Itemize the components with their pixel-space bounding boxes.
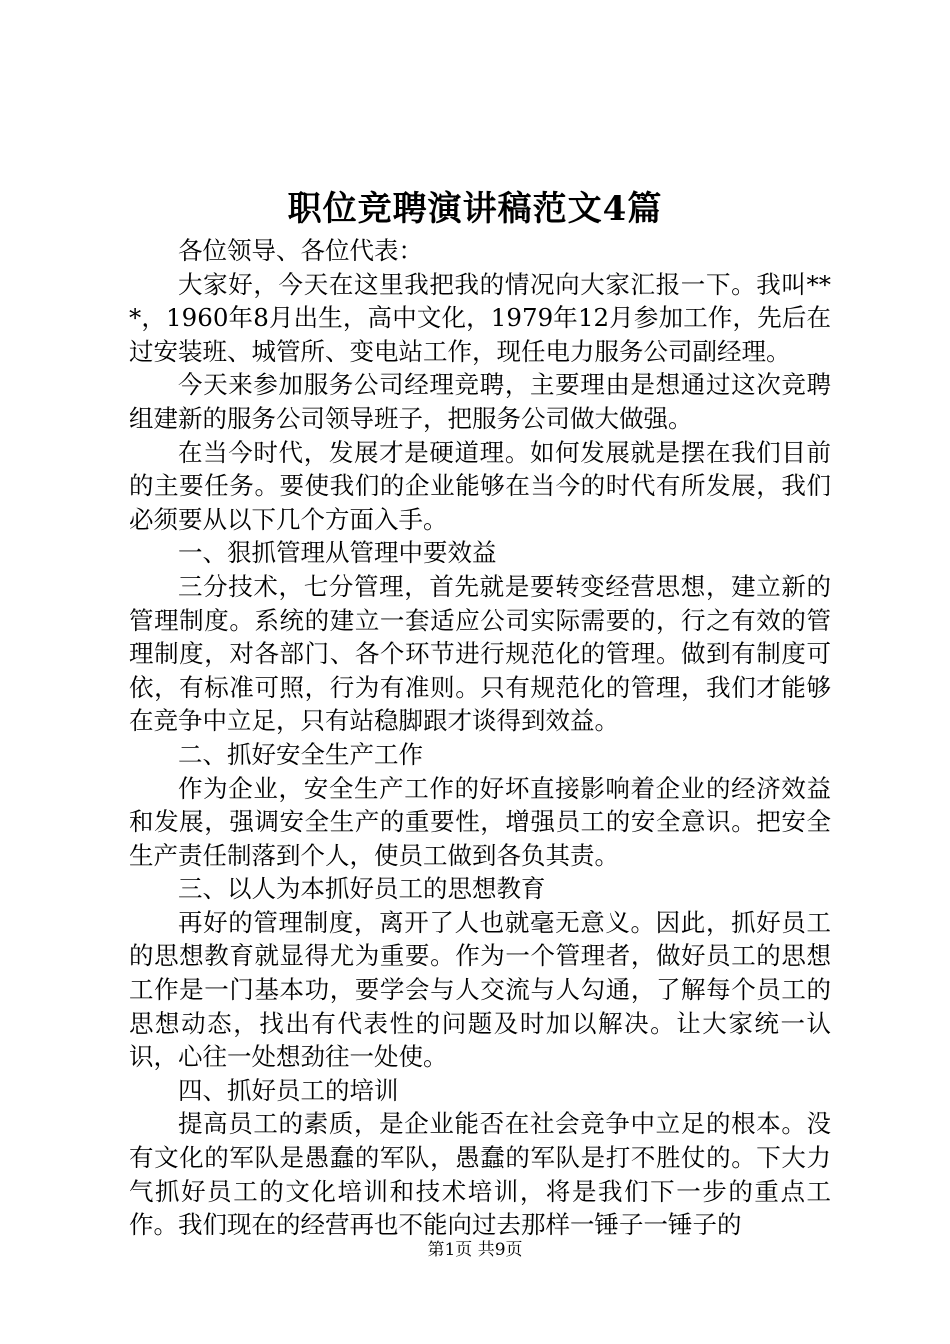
body-paragraph: 大家好，今天在这里我把我的情况向大家汇报一下。我叫***，1960年8月出生，高中文化，1979年12月参加工作，先后在过安装班、城管所、变电站工作，现任电力服务公司副经理。 — [129, 269, 831, 366]
body-paragraph: 作为企业，安全生产工作的好坏直接影响着企业的经济效益和发展，强调安全生产的重要性，增强员工的安全意识。把安全生产责任制落到个人，使员工做到各负其责。 — [129, 773, 831, 870]
section-heading: 一、狠抓管理从管理中要效益 — [178, 538, 497, 568]
body-paragraph: 再好的管理制度，离开了人也就毫无意义。因此，抓好员工的思想教育就显得尤为重要。作为一个管理者，做好员工的思想工作是一门基本功，要学会与人交流与人勾通，了解每个员工的思想动态，找出有代表性的问题及时加以解决。让大家统一认识，心往一处想劲往一处使。 — [129, 907, 831, 1072]
document-body — [129, 234, 831, 1242]
body-paragraph: 在当今时代，发展才是硬道理。如何发展就是摆在我们目前的主要任务。要使我们的企业能够在当今的时代有所发展，我们必须要从以下几个方面入手。 — [129, 437, 831, 534]
page-footer: 第1页 共9页 — [427, 1240, 523, 1260]
salutation-paragraph: 各位领导、各位代表： — [178, 236, 423, 265]
section-heading: 四、抓好员工的培训 — [178, 1075, 399, 1105]
document-title: 职位竞聘演讲稿范文4篇 — [287, 189, 663, 229]
body-paragraph: 提高员工的素质，是企业能否在社会竞争中立足的根本。没有文化的军队是愚蠢的军队，愚蠢的军队是打不胜仗的。下大力气抓好员工的文化培训和技术培训，将是我们下一步的重点工作。我们现在的经营再也不能向过去那样一锤子一锤子的 — [129, 1109, 831, 1240]
body-paragraph: 今天来参加服务公司经理竞聘，主要理由是想通过这次竞聘组建新的服务公司领导班子，把服务公司做大做强。 — [129, 370, 831, 433]
body-paragraph: 三分技术，七分管理，首先就是要转变经营思想，建立新的管理制度。系统的建立一套适应公司实际需要的，行之有效的管理制度，对各部门、各个环节进行规范化的管理。做到有制度可依，有标准可照，行为有准则。只有规范化的管理，我们才能够在竞争中立足，只有站稳脚跟才谈得到效益。 — [129, 571, 831, 736]
section-heading: 二、抓好安全生产工作 — [178, 739, 423, 769]
section-heading: 三、以人为本抓好员工的思想教育 — [178, 874, 546, 904]
